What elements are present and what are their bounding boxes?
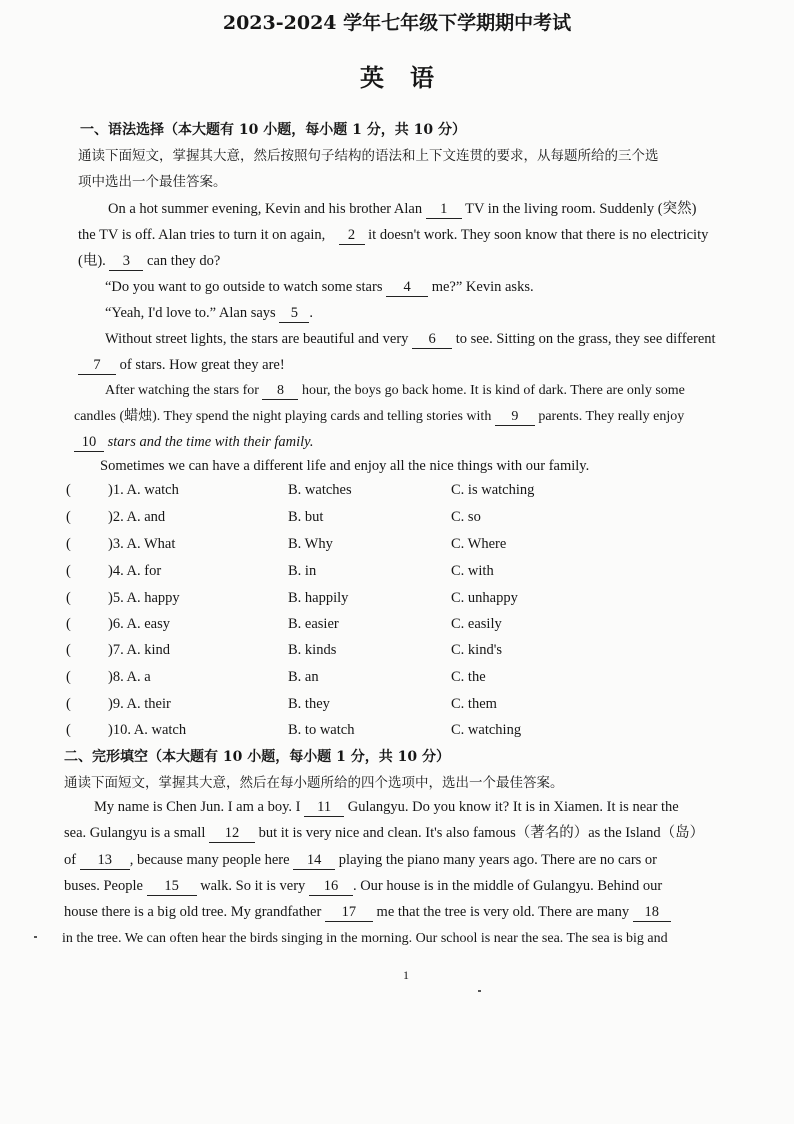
answer-paren: ( xyxy=(66,722,71,738)
passage1-line xyxy=(78,251,220,271)
blank-17: 17 xyxy=(325,904,373,922)
passage-text: , because many people here xyxy=(129,852,290,868)
question-option-c: C. so xyxy=(451,509,481,525)
passage1-line xyxy=(108,199,696,219)
blank-7: 7 xyxy=(78,357,116,375)
exam-title: 2023-2024 学年七年级下学期期中考试 xyxy=(222,12,572,34)
passage-text: playing the piano many years ago. There are no cars or xyxy=(338,852,658,868)
passage-text: “Do you want to go outside to watch some stars xyxy=(105,279,383,295)
question-option-c: C. with xyxy=(451,563,494,579)
passage-text: me?” Kevin asks. xyxy=(431,279,534,295)
passage-text: sea. Gulangyu is a small xyxy=(64,825,206,841)
passage-text: to see. Sitting on the grass, they see different xyxy=(455,331,716,347)
passage2-line xyxy=(64,902,671,922)
blank-9: 9 xyxy=(495,408,535,426)
passage-text: TV in the living room. Suddenly (突然) xyxy=(465,201,697,217)
passage-text: of xyxy=(64,852,77,868)
passage-text: . xyxy=(309,305,313,321)
question-option-c: C. them xyxy=(451,696,497,712)
blank-2: 2 xyxy=(339,227,365,245)
passage-text: the TV is off. Alan tries to turn it on again, xyxy=(78,227,326,243)
answer-paren: ( xyxy=(66,642,71,658)
question-option-a: )5. A. happy xyxy=(108,590,180,606)
blank-3: 3 xyxy=(109,253,143,271)
passage2-line xyxy=(94,797,679,817)
passage-text: but it is very nice and clean. It's also famous（著名的）as the Island（岛） xyxy=(258,825,705,841)
question-option-b: B. Why xyxy=(288,536,333,552)
question-option-a: )8. A. a xyxy=(108,669,151,685)
question-option-c: C. the xyxy=(451,669,486,685)
question-option-a: )3. A. What xyxy=(108,536,176,552)
question-option-b: B. to watch xyxy=(288,722,355,738)
page-number: 1 xyxy=(403,968,409,982)
answer-paren: ( xyxy=(66,696,71,712)
passage-text: Without street lights, the stars are beautiful and very xyxy=(105,331,409,347)
passage2-line: in the tree. We can often hear the birds singing in the morning. Our school is near the sea. The sea is big and xyxy=(62,931,668,946)
question-option-c: C. is watching xyxy=(451,482,535,498)
question-option-c: C. Where xyxy=(451,536,507,552)
subject-title: 英语 xyxy=(360,63,460,92)
question-option-a: )2. A. and xyxy=(108,509,166,525)
passage1-closing: Sometimes we can have a different life and enjoy all the nice things with our family. xyxy=(100,458,590,474)
blank-14: 14 xyxy=(293,852,335,870)
section1-instruction-line2: 项中选出一个最佳答案。 xyxy=(78,174,227,190)
section1-instruction-line1: 通读下面短文，掌握其大意，然后按照句子结构的语法和上下文连贯的要求，从每题所给的三个选 xyxy=(78,148,659,164)
answer-paren: ( xyxy=(66,616,71,632)
blank-11: 11 xyxy=(304,799,344,817)
passage-text: of stars. How great they are! xyxy=(119,357,285,373)
passage1-line xyxy=(74,407,684,427)
passage-text: After watching the stars for xyxy=(105,383,259,398)
section2-instruction: 通读下面短文，掌握其大意，然后在每小题所给的四个选项中，选出一个最佳答案。 xyxy=(64,775,564,791)
passage-text: Gulangyu. Do you know it? It is in Xiamen. It is near the xyxy=(347,799,679,815)
passage-text: can they do? xyxy=(147,253,221,269)
blank-8: 8 xyxy=(262,382,298,400)
passage-text: walk. So it is very xyxy=(200,878,306,894)
question-option-c: C. easily xyxy=(451,616,502,632)
question-option-b: B. kinds xyxy=(288,642,337,658)
passage-text: me that the tree is very old. There are many xyxy=(376,904,630,920)
question-option-a: )6. A. easy xyxy=(108,616,171,632)
passage1-line xyxy=(105,381,685,401)
scan-speck xyxy=(34,936,37,938)
question-option-b: B. an xyxy=(288,669,319,685)
passage2-line xyxy=(64,823,704,843)
answer-paren: ( xyxy=(66,536,71,552)
section1-heading: 一、语法选择（本大题有 10 小题，每小题 1 分，共 10 分） xyxy=(80,122,466,138)
passage1-line xyxy=(105,277,534,297)
passage-text: buses. People xyxy=(64,878,143,894)
blank-5: 5 xyxy=(279,305,309,323)
question-option-c: C. unhappy xyxy=(451,590,518,606)
passage-text: “Yeah, I'd love to.” Alan says xyxy=(105,305,276,321)
blank-10: 10 xyxy=(74,434,104,452)
answer-paren: ( xyxy=(66,563,71,579)
question-option-a: )1. A. watch xyxy=(108,482,179,498)
section2-heading: 二、完形填空（本大题有 10 小题，每小题 1 分，共 10 分） xyxy=(64,749,450,765)
passage-text: My name is Chen Jun. I am a boy. I xyxy=(94,799,301,815)
passage-text: hour, the boys go back home. It is kind of dark. There are only some xyxy=(301,383,685,398)
passage-text: candles (蜡烛). They spend the night playing cards and telling stories with xyxy=(74,409,492,424)
passage2-line xyxy=(64,850,657,870)
passage1-line xyxy=(74,432,313,452)
answer-paren: ( xyxy=(66,590,71,606)
question-option-b: B. happily xyxy=(288,590,349,606)
question-option-b: B. watches xyxy=(288,482,352,498)
passage-text: house there is a big old tree. My grandfather xyxy=(64,904,322,920)
passage-text: (电). xyxy=(78,253,106,269)
passage2-line xyxy=(64,876,662,896)
blank-18: 18 xyxy=(633,904,671,922)
passage1-line xyxy=(105,329,716,349)
passage-text: On a hot summer evening, Kevin and his brother Alan xyxy=(108,201,423,217)
passage-text: stars and the time with their family. xyxy=(107,434,314,450)
question-option-b: B. they xyxy=(288,696,330,712)
passage-text: . Our house is in the middle of Gulangyu. Behind our xyxy=(352,878,663,894)
question-option-c: C. kind's xyxy=(451,642,502,658)
answer-paren: ( xyxy=(66,482,71,498)
blank-4: 4 xyxy=(386,279,428,297)
blank-13: 13 xyxy=(80,852,130,870)
question-option-b: B. in xyxy=(288,563,317,579)
passage1-line xyxy=(78,355,285,375)
passage-text: parents. They really enjoy xyxy=(538,409,685,424)
passage1-line xyxy=(78,225,708,245)
question-option-a: )9. A. their xyxy=(108,696,171,712)
blank-15: 15 xyxy=(147,878,197,896)
question-option-b: B. but xyxy=(288,509,324,525)
scan-speck xyxy=(478,990,481,992)
blank-16: 16 xyxy=(309,878,353,896)
question-option-a: )10. A. watch xyxy=(108,722,187,738)
answer-paren: ( xyxy=(66,509,71,525)
passage1-line xyxy=(105,303,313,323)
question-option-c: C. watching xyxy=(451,722,522,738)
blank-1: 1 xyxy=(426,201,462,219)
passage-text: it doesn't work. They soon know that there is no electricity xyxy=(368,227,709,243)
blank-12: 12 xyxy=(209,825,255,843)
question-option-a: )7. A. kind xyxy=(108,642,171,658)
answer-paren: ( xyxy=(66,669,71,685)
blank-6: 6 xyxy=(412,331,452,349)
question-option-a: )4. A. for xyxy=(108,563,162,579)
question-option-b: B. easier xyxy=(288,616,339,632)
